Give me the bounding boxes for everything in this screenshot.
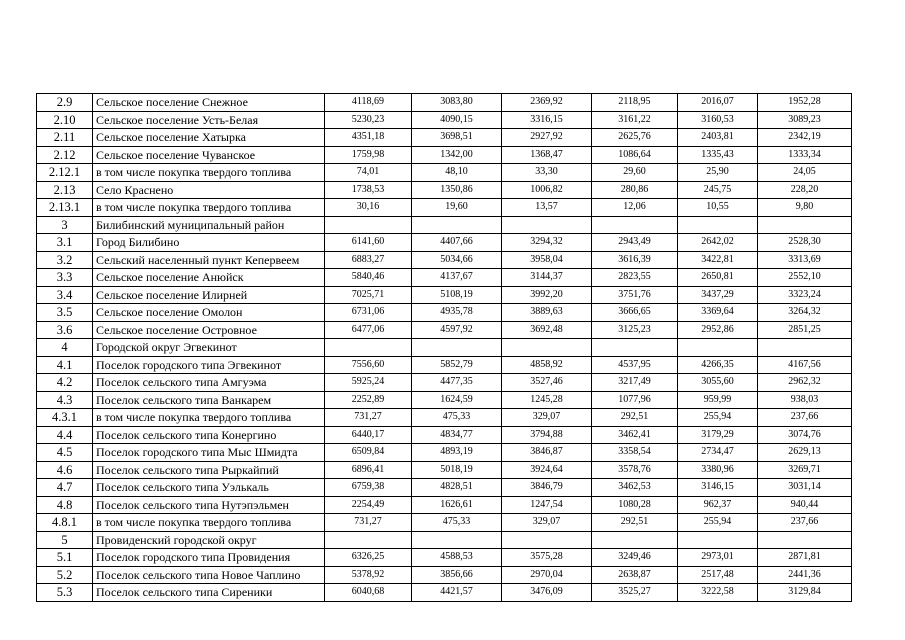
value-cell: 3358,54 xyxy=(592,444,678,462)
row-name: Городской округ Эгвекинот xyxy=(93,339,325,357)
row-number: 4.5 xyxy=(37,444,93,462)
value-cell: 3055,60 xyxy=(678,374,758,392)
row-number: 3.5 xyxy=(37,304,93,322)
row-name: Сельское поселение Хатырка xyxy=(93,129,325,147)
value-cell xyxy=(502,339,592,357)
table-row xyxy=(37,181,852,199)
value-cell: 4537,95 xyxy=(592,356,678,374)
value-cell: 4893,19 xyxy=(412,444,502,462)
value-cell: 4090,15 xyxy=(412,111,502,129)
value-cell: 3125,23 xyxy=(592,321,678,339)
value-cell: 1759,98 xyxy=(325,146,412,164)
value-cell: 329,07 xyxy=(502,409,592,427)
table-row xyxy=(37,146,852,164)
row-name: Поселок сельского типа Сиреники xyxy=(93,584,325,602)
value-cell: 2871,81 xyxy=(758,549,852,567)
value-cell: 329,07 xyxy=(502,514,592,532)
value-cell: 3316,15 xyxy=(502,111,592,129)
value-cell: 1086,64 xyxy=(592,146,678,164)
value-cell: 7556,60 xyxy=(325,356,412,374)
value-cell xyxy=(502,216,592,234)
row-number: 2.13.1 xyxy=(37,199,93,217)
value-cell: 4858,92 xyxy=(502,356,592,374)
value-cell: 3160,53 xyxy=(678,111,758,129)
value-cell: 1350,86 xyxy=(412,181,502,199)
row-number: 4.3.1 xyxy=(37,409,93,427)
table-row xyxy=(37,94,852,112)
value-cell: 475,33 xyxy=(412,409,502,427)
value-cell: 3846,79 xyxy=(502,479,592,497)
row-name: Билибинский муниципальный район xyxy=(93,216,325,234)
value-cell: 2629,13 xyxy=(758,444,852,462)
row-name: Поселок сельского типа Рыркайпий xyxy=(93,461,325,479)
value-cell: 292,51 xyxy=(592,409,678,427)
row-number: 3.6 xyxy=(37,321,93,339)
value-cell: 2517,48 xyxy=(678,566,758,584)
table-row xyxy=(37,321,852,339)
value-cell: 475,33 xyxy=(412,514,502,532)
row-name: Сельское поселение Илирней xyxy=(93,286,325,304)
value-cell: 13,57 xyxy=(502,199,592,217)
value-cell: 6883,27 xyxy=(325,251,412,269)
row-number: 2.12.1 xyxy=(37,164,93,182)
value-cell: 48,10 xyxy=(412,164,502,182)
value-cell: 2403,81 xyxy=(678,129,758,147)
value-cell: 940,44 xyxy=(758,496,852,514)
value-cell: 2823,55 xyxy=(592,269,678,287)
value-cell: 2252,89 xyxy=(325,391,412,409)
value-cell: 1080,28 xyxy=(592,496,678,514)
table-row xyxy=(37,234,852,252)
table-row xyxy=(37,339,852,357)
value-cell: 2528,30 xyxy=(758,234,852,252)
value-cell: 292,51 xyxy=(592,514,678,532)
value-cell: 4477,35 xyxy=(412,374,502,392)
value-cell: 1333,34 xyxy=(758,146,852,164)
value-cell: 3527,46 xyxy=(502,374,592,392)
value-cell: 3269,71 xyxy=(758,461,852,479)
table-row xyxy=(37,286,852,304)
value-cell: 3369,64 xyxy=(678,304,758,322)
value-cell: 6509,84 xyxy=(325,444,412,462)
value-cell xyxy=(412,339,502,357)
value-cell: 5034,66 xyxy=(412,251,502,269)
value-cell: 2927,92 xyxy=(502,129,592,147)
value-cell: 3294,32 xyxy=(502,234,592,252)
value-cell: 4597,92 xyxy=(412,321,502,339)
row-number: 4.8 xyxy=(37,496,93,514)
value-cell xyxy=(758,339,852,357)
value-cell xyxy=(592,216,678,234)
table-row xyxy=(37,461,852,479)
table-row xyxy=(37,549,852,567)
row-name: в том числе покупка твердого топлива xyxy=(93,199,325,217)
row-number: 4.2 xyxy=(37,374,93,392)
row-number: 3.1 xyxy=(37,234,93,252)
value-cell: 1342,00 xyxy=(412,146,502,164)
value-cell: 3146,15 xyxy=(678,479,758,497)
value-cell: 731,27 xyxy=(325,514,412,532)
value-cell: 3462,41 xyxy=(592,426,678,444)
table-row xyxy=(37,199,852,217)
value-cell: 3089,23 xyxy=(758,111,852,129)
value-cell: 4266,35 xyxy=(678,356,758,374)
value-cell: 5108,19 xyxy=(412,286,502,304)
value-cell xyxy=(592,531,678,549)
row-name: в том числе покупка твердого топлива xyxy=(93,514,325,532)
row-name: Поселок сельского типа Уэлькаль xyxy=(93,479,325,497)
row-number: 2.10 xyxy=(37,111,93,129)
table-row xyxy=(37,584,852,602)
value-cell: 2650,81 xyxy=(678,269,758,287)
row-name: Поселок сельского типа Амгуэма xyxy=(93,374,325,392)
value-cell: 3437,29 xyxy=(678,286,758,304)
value-cell: 2642,02 xyxy=(678,234,758,252)
value-cell: 30,16 xyxy=(325,199,412,217)
value-cell: 3031,14 xyxy=(758,479,852,497)
row-name: Сельское поселение Анюйск xyxy=(93,269,325,287)
value-cell: 3578,76 xyxy=(592,461,678,479)
table-row xyxy=(37,164,852,182)
table-row xyxy=(37,566,852,584)
value-cell: 4118,69 xyxy=(325,94,412,112)
value-cell: 6440,17 xyxy=(325,426,412,444)
value-cell: 255,94 xyxy=(678,409,758,427)
table-row xyxy=(37,496,852,514)
row-number: 2.9 xyxy=(37,94,93,112)
value-cell: 29,60 xyxy=(592,164,678,182)
value-cell: 1006,82 xyxy=(502,181,592,199)
value-cell: 5018,19 xyxy=(412,461,502,479)
value-cell: 3575,28 xyxy=(502,549,592,567)
value-cell xyxy=(325,216,412,234)
row-number: 3.2 xyxy=(37,251,93,269)
value-cell: 3179,29 xyxy=(678,426,758,444)
row-name: Город Билибино xyxy=(93,234,325,252)
row-number: 5.2 xyxy=(37,566,93,584)
table-body xyxy=(37,94,852,602)
value-cell: 3889,63 xyxy=(502,304,592,322)
row-name: Сельское поселение Омолон xyxy=(93,304,325,322)
row-number: 2.12 xyxy=(37,146,93,164)
row-name: Сельское поселение Усть-Белая xyxy=(93,111,325,129)
value-cell: 1245,28 xyxy=(502,391,592,409)
value-cell xyxy=(678,216,758,234)
value-cell: 4167,56 xyxy=(758,356,852,374)
value-cell: 5840,46 xyxy=(325,269,412,287)
row-name: Поселок сельского типа Конергино xyxy=(93,426,325,444)
table-row xyxy=(37,216,852,234)
value-cell: 962,37 xyxy=(678,496,758,514)
value-cell: 3323,24 xyxy=(758,286,852,304)
value-cell: 3616,39 xyxy=(592,251,678,269)
value-cell: 3422,81 xyxy=(678,251,758,269)
value-cell: 74,01 xyxy=(325,164,412,182)
table-row xyxy=(37,251,852,269)
value-cell: 959,99 xyxy=(678,391,758,409)
value-cell: 3222,58 xyxy=(678,584,758,602)
value-cell: 3846,87 xyxy=(502,444,592,462)
value-cell: 3698,51 xyxy=(412,129,502,147)
table-row xyxy=(37,111,852,129)
value-cell: 4351,18 xyxy=(325,129,412,147)
value-cell: 4137,67 xyxy=(412,269,502,287)
value-cell: 1952,28 xyxy=(758,94,852,112)
value-cell: 3476,09 xyxy=(502,584,592,602)
value-cell: 2851,25 xyxy=(758,321,852,339)
value-cell: 6040,68 xyxy=(325,584,412,602)
value-cell: 5852,79 xyxy=(412,356,502,374)
row-name: Сельское поселение Снежное xyxy=(93,94,325,112)
row-name: Провиденский городской округ xyxy=(93,531,325,549)
value-cell: 2016,07 xyxy=(678,94,758,112)
value-cell: 12,06 xyxy=(592,199,678,217)
value-cell: 1738,53 xyxy=(325,181,412,199)
row-number: 5.3 xyxy=(37,584,93,602)
value-cell: 237,66 xyxy=(758,514,852,532)
value-cell: 2734,47 xyxy=(678,444,758,462)
value-cell: 5925,24 xyxy=(325,374,412,392)
value-cell: 3129,84 xyxy=(758,584,852,602)
value-cell: 2254,49 xyxy=(325,496,412,514)
value-cell: 3083,80 xyxy=(412,94,502,112)
value-cell: 9,80 xyxy=(758,199,852,217)
table-row xyxy=(37,479,852,497)
value-cell: 2962,32 xyxy=(758,374,852,392)
row-name: Поселок городского типа Провидения xyxy=(93,549,325,567)
value-cell: 33,30 xyxy=(502,164,592,182)
value-cell: 3161,22 xyxy=(592,111,678,129)
value-cell: 5230,23 xyxy=(325,111,412,129)
value-cell: 3144,37 xyxy=(502,269,592,287)
row-number: 2.11 xyxy=(37,129,93,147)
table-row xyxy=(37,374,852,392)
table-row xyxy=(37,426,852,444)
row-number: 3 xyxy=(37,216,93,234)
table-row xyxy=(37,129,852,147)
value-cell: 255,94 xyxy=(678,514,758,532)
value-cell: 3313,69 xyxy=(758,251,852,269)
value-cell xyxy=(325,339,412,357)
value-cell: 245,75 xyxy=(678,181,758,199)
value-cell: 7025,71 xyxy=(325,286,412,304)
value-cell: 2369,92 xyxy=(502,94,592,112)
row-number: 5 xyxy=(37,531,93,549)
value-cell: 6759,38 xyxy=(325,479,412,497)
value-cell: 6896,41 xyxy=(325,461,412,479)
value-cell: 4828,51 xyxy=(412,479,502,497)
value-cell: 1077,96 xyxy=(592,391,678,409)
row-number: 4.6 xyxy=(37,461,93,479)
row-name: Поселок городского типа Эгвекинот xyxy=(93,356,325,374)
value-cell: 3856,66 xyxy=(412,566,502,584)
value-cell: 2118,95 xyxy=(592,94,678,112)
row-name: Сельское поселение Чуванское xyxy=(93,146,325,164)
value-cell: 4407,66 xyxy=(412,234,502,252)
table-row xyxy=(37,409,852,427)
table-row xyxy=(37,514,852,532)
table-row xyxy=(37,444,852,462)
value-cell: 6326,25 xyxy=(325,549,412,567)
row-name: Поселок сельского типа Нутэпэльмен xyxy=(93,496,325,514)
value-cell: 2552,10 xyxy=(758,269,852,287)
value-cell: 228,20 xyxy=(758,181,852,199)
value-cell xyxy=(758,531,852,549)
row-name: Поселок сельского типа Новое Чаплино xyxy=(93,566,325,584)
value-cell: 2943,49 xyxy=(592,234,678,252)
value-cell: 3924,64 xyxy=(502,461,592,479)
value-cell: 280,86 xyxy=(592,181,678,199)
value-cell xyxy=(325,531,412,549)
table-row xyxy=(37,391,852,409)
value-cell xyxy=(678,339,758,357)
value-cell: 3666,65 xyxy=(592,304,678,322)
value-cell: 19,60 xyxy=(412,199,502,217)
value-cell: 2952,86 xyxy=(678,321,758,339)
value-cell: 731,27 xyxy=(325,409,412,427)
value-cell: 2625,76 xyxy=(592,129,678,147)
value-cell: 3462,53 xyxy=(592,479,678,497)
value-cell: 2441,36 xyxy=(758,566,852,584)
value-cell xyxy=(592,339,678,357)
value-cell xyxy=(502,531,592,549)
data-table xyxy=(36,93,852,602)
value-cell: 3751,76 xyxy=(592,286,678,304)
value-cell: 6477,06 xyxy=(325,321,412,339)
row-number: 3.3 xyxy=(37,269,93,287)
value-cell: 4421,57 xyxy=(412,584,502,602)
value-cell: 2970,04 xyxy=(502,566,592,584)
value-cell: 3692,48 xyxy=(502,321,592,339)
row-name: в том числе покупка твердого топлива xyxy=(93,409,325,427)
value-cell: 6731,06 xyxy=(325,304,412,322)
row-name: Село Краснено xyxy=(93,181,325,199)
value-cell xyxy=(412,531,502,549)
value-cell: 3958,04 xyxy=(502,251,592,269)
row-number: 5.1 xyxy=(37,549,93,567)
row-number: 4.1 xyxy=(37,356,93,374)
row-name: в том числе покупка твердого топлива xyxy=(93,164,325,182)
value-cell: 3380,96 xyxy=(678,461,758,479)
value-cell: 1626,61 xyxy=(412,496,502,514)
row-number: 4.7 xyxy=(37,479,93,497)
row-number: 3.4 xyxy=(37,286,93,304)
value-cell: 1368,47 xyxy=(502,146,592,164)
value-cell: 1624,59 xyxy=(412,391,502,409)
row-number: 2.13 xyxy=(37,181,93,199)
row-number: 4.4 xyxy=(37,426,93,444)
value-cell: 4834,77 xyxy=(412,426,502,444)
value-cell: 3074,76 xyxy=(758,426,852,444)
value-cell: 1247,54 xyxy=(502,496,592,514)
value-cell: 4935,78 xyxy=(412,304,502,322)
value-cell: 25,90 xyxy=(678,164,758,182)
table-row xyxy=(37,304,852,322)
value-cell: 2973,01 xyxy=(678,549,758,567)
value-cell: 10,55 xyxy=(678,199,758,217)
row-number: 4 xyxy=(37,339,93,357)
value-cell: 237,66 xyxy=(758,409,852,427)
row-name: Сельский населенный пункт Кепервеем xyxy=(93,251,325,269)
row-name: Сельское поселение Островное xyxy=(93,321,325,339)
value-cell: 3264,32 xyxy=(758,304,852,322)
row-number: 4.8.1 xyxy=(37,514,93,532)
row-name: Поселок сельского типа Ванкарем xyxy=(93,391,325,409)
value-cell: 24,05 xyxy=(758,164,852,182)
value-cell xyxy=(412,216,502,234)
value-cell xyxy=(678,531,758,549)
value-cell: 4588,53 xyxy=(412,549,502,567)
row-name: Поселок городского типа Мыс Шмидта xyxy=(93,444,325,462)
value-cell: 938,03 xyxy=(758,391,852,409)
value-cell xyxy=(758,216,852,234)
value-cell: 3992,20 xyxy=(502,286,592,304)
value-cell: 3249,46 xyxy=(592,549,678,567)
table-row xyxy=(37,531,852,549)
value-cell: 3794,88 xyxy=(502,426,592,444)
value-cell: 6141,60 xyxy=(325,234,412,252)
value-cell: 5378,92 xyxy=(325,566,412,584)
value-cell: 3217,49 xyxy=(592,374,678,392)
table-row xyxy=(37,269,852,287)
value-cell: 3525,27 xyxy=(592,584,678,602)
row-number: 4.3 xyxy=(37,391,93,409)
table-row xyxy=(37,356,852,374)
value-cell: 1335,43 xyxy=(678,146,758,164)
value-cell: 2638,87 xyxy=(592,566,678,584)
value-cell: 2342,19 xyxy=(758,129,852,147)
